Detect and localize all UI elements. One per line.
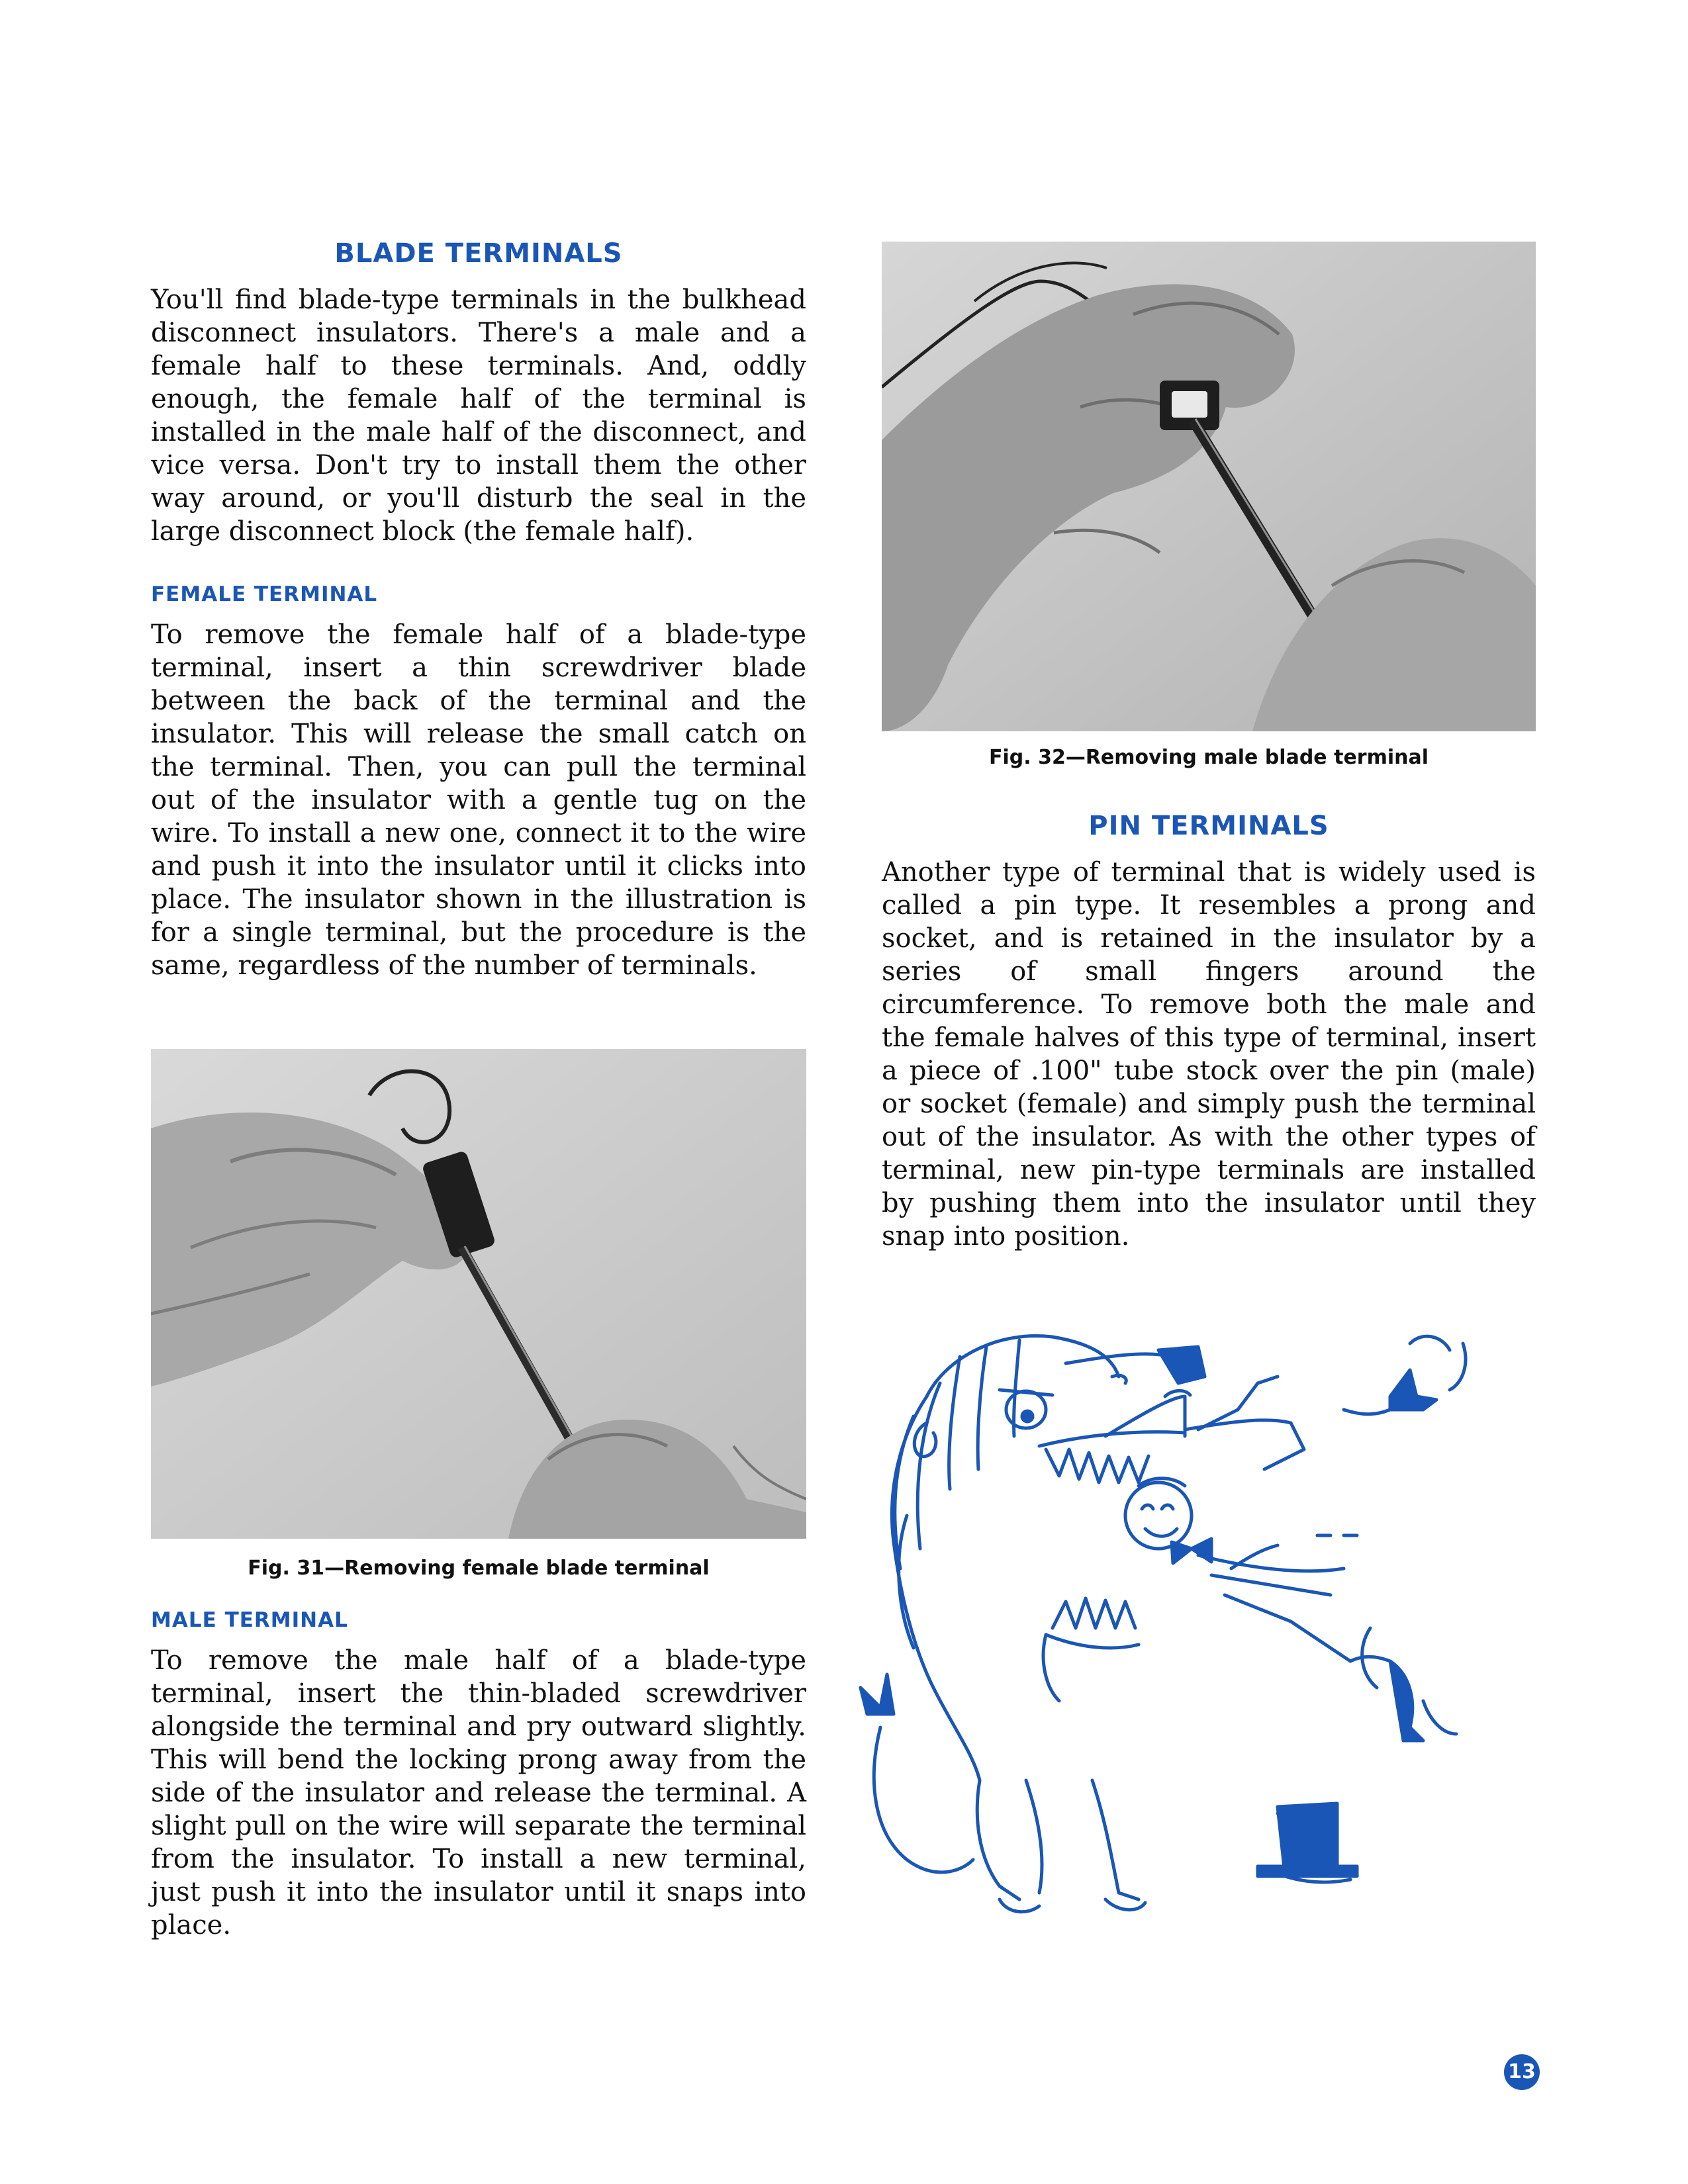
fig32-photo	[882, 242, 1536, 731]
fig31-caption-wrap	[151, 1557, 806, 1580]
fig32-caption-wrap	[882, 746, 1536, 769]
female-terminal-text: To remove the female half of a blade-type terminal, insert a thin screwdriver blade between the back of the terminal and the insulator. This will release the small catch on the terminal. Then, you can pull the terminal out of the insulator with a gentle tug on the wire. To install a new one, connect it to the wire and push it into the insulator until it clicks into place. The insulator shown in the illustration is for a single terminal, but the procedure is the same, regardless of the number of terminals.	[151, 619, 806, 981]
page-number-badge: 13	[1504, 2054, 1540, 2090]
blade-terminals-heading: BLADE TERMINALS	[334, 238, 623, 269]
pin-terminals-heading: PIN TERMINALS	[1088, 811, 1329, 841]
male-terminal-heading: MALE TERMINAL	[151, 1608, 348, 1632]
lion-cartoon-illustration	[827, 1317, 1575, 1952]
left-column	[151, 238, 806, 982]
pin-terminals-text: Another type of terminal that is widely used is called a pin type. It resembles a prong and socket, and is retained in the insulator by a series of small fingers around the circumference. To remove both the male and the female halves of this type of terminal, insert a piece of .100" tube stock over the pin (male) or socket (female) and simply push the terminal out of the insulator. As with the other types of terminal, new pin-type terminals are installed by pushing them into the insulator until they snap into position.	[882, 857, 1536, 1251]
fig32-caption: Fig. 32—Removing male blade terminal	[988, 746, 1429, 769]
blade-terminals-intro: You'll find blade-type terminals in the bulkhead disconnect insulators. There's a male and a female half to these terminals. And, oddly enough, the female half of the terminal is installed in the male half of the disconnect, and vice versa. Don't try to install them the other way around, or you'll disturb the seal in the large disconnect block (the female half).	[151, 285, 806, 547]
pin-terminals-section	[882, 811, 1536, 1253]
female-terminal-heading: FEMALE TERMINAL	[151, 582, 378, 606]
male-terminal-text: To remove the male half of a blade-type terminal, insert the thin-bladed screwdriver alongside the terminal and pry outward slightly. This will bend the locking prong away from the side of the insulator and release the terminal. A slight pull on the wire will separate the terminal from the insulator. To install a new terminal, just push it into the insulator until it snaps into place.	[151, 1645, 806, 1940]
fig31-photo	[151, 1049, 806, 1539]
male-terminal-section	[151, 1608, 806, 1942]
fig31-caption: Fig. 31—Removing female blade terminal	[248, 1557, 710, 1580]
